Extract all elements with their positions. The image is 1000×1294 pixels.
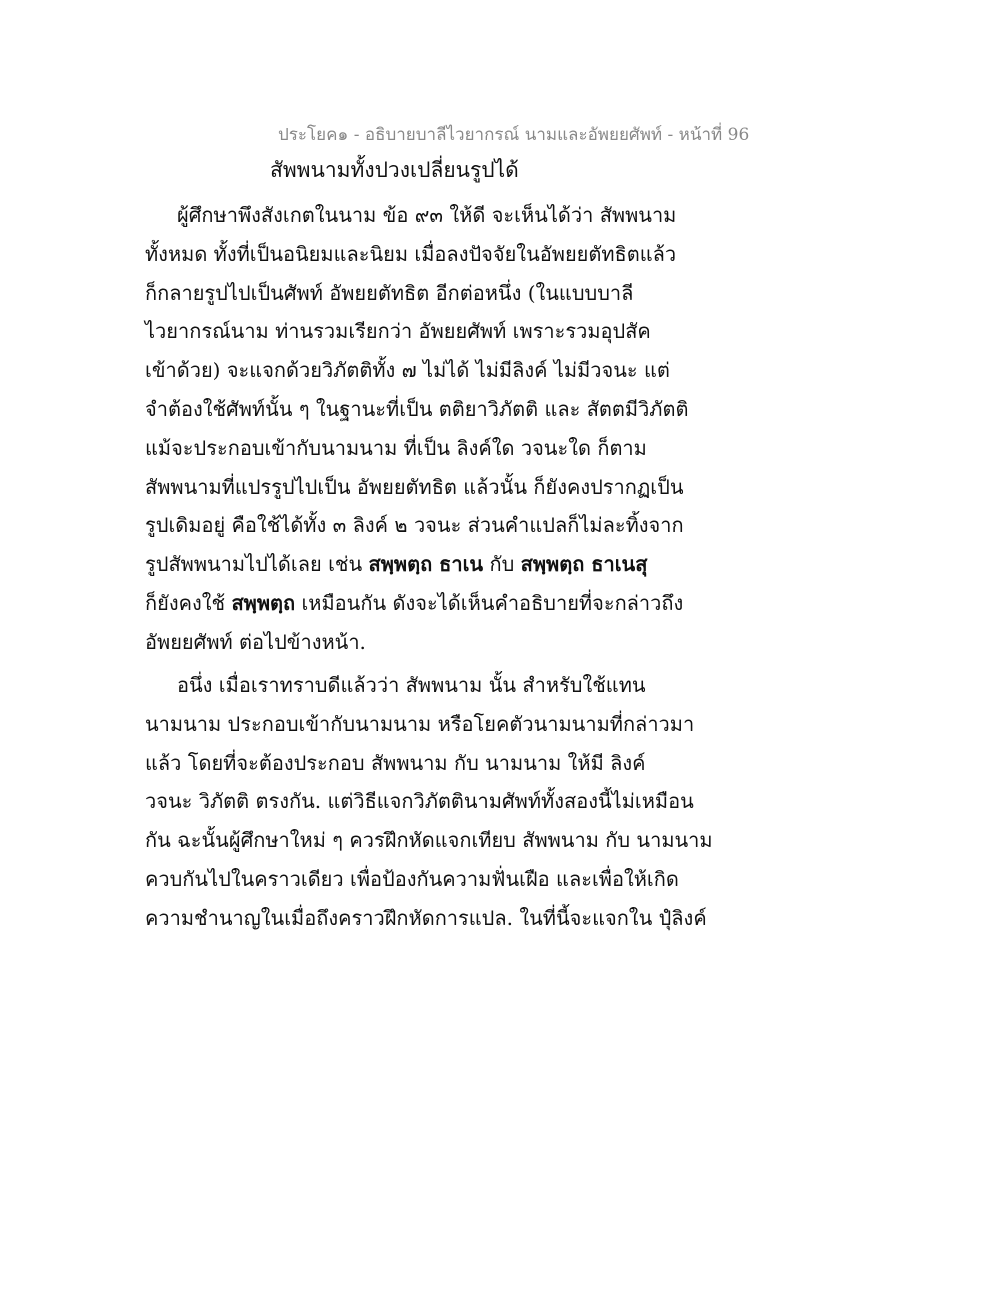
pali-term-bold: สพฺพตฺถ ธาเนสุ	[520, 552, 648, 577]
line-text: เหมือนกัน ดังจะได้เห็นคำอธิบายที่จะกล่าวถึง	[295, 590, 684, 615]
pali-term-bold: สพฺพตฺถ	[231, 590, 296, 615]
paragraph-line: รูปเดิมอยู่ คือใช้ได้ทั้ง ๓ ลิงค์ ๒ วจนะ ส่วนคำแปลก็ไม่ละทิ้งจาก	[145, 513, 684, 538]
paragraph-line: ทั้งหมด ทั้งที่เป็นอนิยมและนิยม เมื่อลงปัจจัยในอัพยยตัทธิตแล้ว	[145, 241, 677, 266]
paragraph-line: แม้จะประกอบเข้ากับนามนาม ที่เป็น ลิงค์ใด วจนะใด ก็ตาม	[145, 435, 647, 460]
paragraph-2	[145, 666, 713, 938]
pali-term-bold: สพฺพตฺถ ธาเน	[368, 552, 484, 577]
paragraph-line: สัพพนามที่แปรรูปไปเป็น อัพยยตัทธิต แล้วนั้น ก็ยังคงปรากฏเป็น	[145, 474, 684, 499]
paragraph-line: ไวยากรณ์นาม ท่านรวมเรียกว่า อัพยยศัพท์ เพราะรวมอุปสัค	[145, 319, 651, 344]
paragraph-line	[145, 545, 688, 584]
paragraph-line: วจนะ วิภัตติ ตรงกัน. แต่วิธีแจกวิภัตตินามศัพท์ทั้งสองนี้ไม่เหมือน	[145, 789, 694, 814]
running-header: ประโยค๑ - อธิบายบาลีไวยากรณ์ นามและอัพยยศัพท์ - หน้าที่ 96	[278, 125, 750, 145]
paragraph-line: อนึ่ง เมื่อเราทราบดีแล้วว่า สัพพนาม นั้น สำหรับใช้แทน	[177, 673, 646, 697]
paragraph-line: จำต้องใช้ศัพท์นั้น ๆ ในฐานะที่เป็น ตติยาวิภัตติ และ สัตตมีวิภัตติ	[145, 396, 689, 421]
paragraph-line: ความชำนาญในเมื่อถึงคราวฝึกหัดการแปล. ในที่นี้จะแจกใน ปุํลิงค์	[145, 905, 707, 930]
paragraph-1	[145, 196, 688, 662]
paragraph-line: กัน ฉะนั้นผู้ศึกษาใหม่ ๆ ควรฝึกหัดแจกเทียบ สัพพนาม กับ นามนาม	[145, 828, 713, 853]
line-text: ก็ยังคงใช้	[145, 590, 232, 615]
paragraph-line: เข้าด้วย) จะแจกด้วยวิภัตติทั้ง ๗ ไม่ได้ ไม่มีลิงค์ ไม่มีวจนะ แต่	[145, 358, 670, 383]
line-text: รูปสัพพนามไปได้เลย เช่น	[145, 552, 369, 577]
paragraph-line	[145, 584, 688, 623]
paragraph-line: อัพยยศัพท์ ต่อไปข้างหน้า.	[145, 629, 366, 654]
paragraph-line: ควบกันไปในคราวเดียว เพื่อป้องกันความฟั่นเฝือ และเพื่อให้เกิด	[145, 866, 679, 891]
line-text: กับ	[483, 552, 521, 577]
section-title: สัพพนามทั้งปวงเปลี่ยนรูปได้	[270, 158, 519, 182]
paragraph-line: ผู้ศึกษาพึงสังเกตในนาม ข้อ ๙๓ ให้ดี จะเห็นได้ว่า สัพพนาม	[177, 203, 677, 227]
paragraph-line: ก็กลายรูปไปเป็นศัพท์ อัพยยตัทธิต อีกต่อหนึ่ง (ในแบบบาลี	[145, 280, 634, 305]
paragraph-line: แล้ว โดยที่จะต้องประกอบ สัพพนาม กับ นามนาม ให้มี ลิงค์	[145, 750, 646, 775]
paragraph-line: นามนาม ประกอบเข้ากับนามนาม หรือโยคตัวนามนามที่กล่าวมา	[145, 711, 695, 736]
